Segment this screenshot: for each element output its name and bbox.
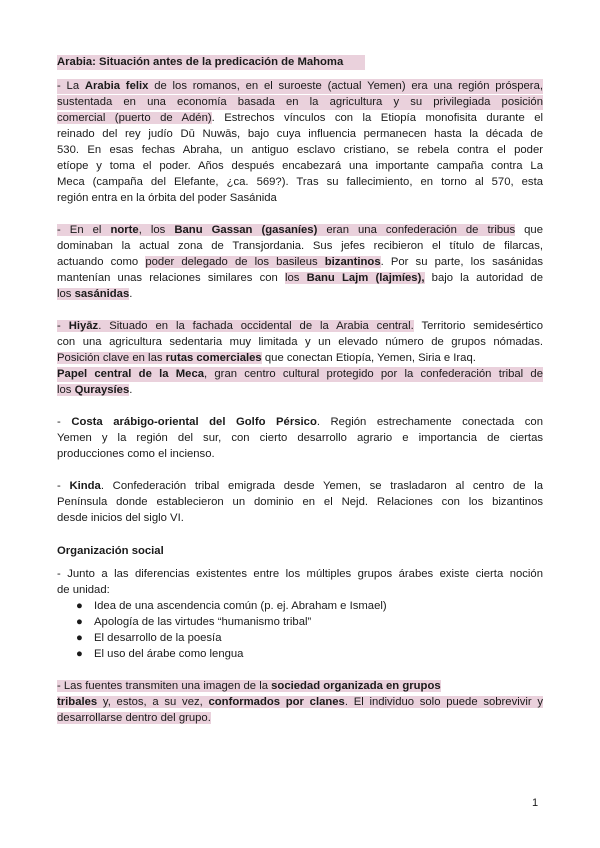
paragraph-hiyaz-line: los Quraysíes. xyxy=(57,384,133,396)
paragraph-norte-line: actuando como poder delegado de los basileus bizantinos. Por su parte, los sasánidas xyxy=(57,256,544,268)
section-title-organizacion: Organización social xyxy=(57,545,164,557)
paragraph-hiyaz-line: - Hiyāz. Situado en la fachada occidental de la Arabia central. Territorio semidesértico xyxy=(57,320,543,332)
page-number: 1 xyxy=(532,797,539,809)
paragraph-costa-line: producciones como el incienso. xyxy=(57,448,215,460)
bullet-item: ● Apología de las virtudes “humanismo tribal” xyxy=(76,616,312,628)
paragraph-norte-line: los sasánidas. xyxy=(57,288,133,300)
paragraph-norte-line: dominaban la actual zona de Transjordania. Sus jefes recibieron el título de filarcas, xyxy=(57,240,543,252)
bullet-item: ● El uso del árabe como lengua xyxy=(76,648,244,660)
bullet-item: ● Idea de una ascendencia común (p. ej. Abraham e Ismael) xyxy=(76,600,387,612)
paragraph-hiyaz-line: Papel central de la Meca, gran centro cultural protegido por la confederación tribal de xyxy=(57,368,543,380)
paragraph-costa-line: - Costa arábigo-oriental del Golfo Pérsico. Región estrechamente conectada con xyxy=(57,416,543,428)
paragraph-arabia-felix-line: reinado del rey judío Dū Nuwās, bajo cuya influencia permanecen hasta la década de xyxy=(57,128,543,140)
paragraph-arabia-felix-line: comercial (puerto de Adén). Estrechos vínculos con la Etiopía monofisita durante el xyxy=(57,112,543,124)
paragraph-norte-line: mantenían unas relaciones similares con los Banu Lajm (lajmíes), bajo la autoridad de xyxy=(57,272,543,284)
section-title-arabia: Arabia: Situación antes de la predicación de Mahoma xyxy=(57,55,365,70)
paragraph-unidad-line: - Junto a las diferencias existentes entre los múltiples grupos árabes existe cierta noción xyxy=(57,568,543,580)
paragraph-arabia-felix-line: - La Arabia felix de los romanos, en el suroeste (actual Yemen) era una región próspera, xyxy=(57,80,543,92)
paragraph-fuentes-line: tribales y, estos, a su vez, conformados por clanes. El individuo solo puede sobrevivir y xyxy=(57,696,544,708)
bullet-dot-icon: ● xyxy=(76,632,83,644)
paragraph-kinda-line: desde inicios del siglo VI. xyxy=(57,512,184,524)
paragraph-kinda-line: Península donde establecieron un dominio en el Nejd. Relaciones con los bizantinos xyxy=(57,496,543,508)
paragraph-norte-line: - En el norte, los Banu Gassan (gasaníes) eran una confederación de tribus que xyxy=(57,224,544,236)
paragraph-costa-line: Yemen y la región del sur, con cierto desarrollo agrario e importancia de ciertas xyxy=(57,432,543,444)
paragraph-hiyaz-line: Posición clave en las rutas comerciales que conectan Etiopía, Yemen, Siria e Iraq. xyxy=(57,352,476,364)
paragraph-arabia-felix-line: región entra en la órbita del poder Sasánida xyxy=(57,192,277,204)
bullet-dot-icon: ● xyxy=(76,616,83,628)
paragraph-arabia-felix-line: sustentada en una economía basada en la agricultura y su privilegiada posición xyxy=(57,96,543,108)
paragraph-hiyaz-line: con una agricultura sedentaria muy limitada y un elevado número de grupos nómadas. xyxy=(57,336,543,348)
paragraph-unidad-line: de unidad: xyxy=(57,584,110,596)
paragraph-fuentes-line: desarrollarse dentro del grupo. xyxy=(57,712,211,724)
bullet-dot-icon: ● xyxy=(76,600,83,612)
paragraph-fuentes-line: - Las fuentes transmiten una imagen de la sociedad organizada en grupos xyxy=(57,680,441,692)
paragraph-arabia-felix-line: etíope y toma el poder. Años después encabezará una importante campaña contra La xyxy=(57,160,543,172)
bullet-item: ● El desarrollo de la poesía xyxy=(76,632,222,644)
bullet-dot-icon: ● xyxy=(76,648,83,660)
paragraph-kinda-line: - Kinda. Confederación tribal emigrada desde Yemen, se trasladaron al centro de la xyxy=(57,480,543,492)
paragraph-arabia-felix-line: Meca (campaña del Elefante, ¿ca. 569?). Tras su fallecimiento, en torno al 570, esta xyxy=(57,176,543,188)
paragraph-arabia-felix-line: 530. En esas fechas Abraha, un antiguo esclavo cristiano, se rebela contra el poder xyxy=(57,144,543,156)
